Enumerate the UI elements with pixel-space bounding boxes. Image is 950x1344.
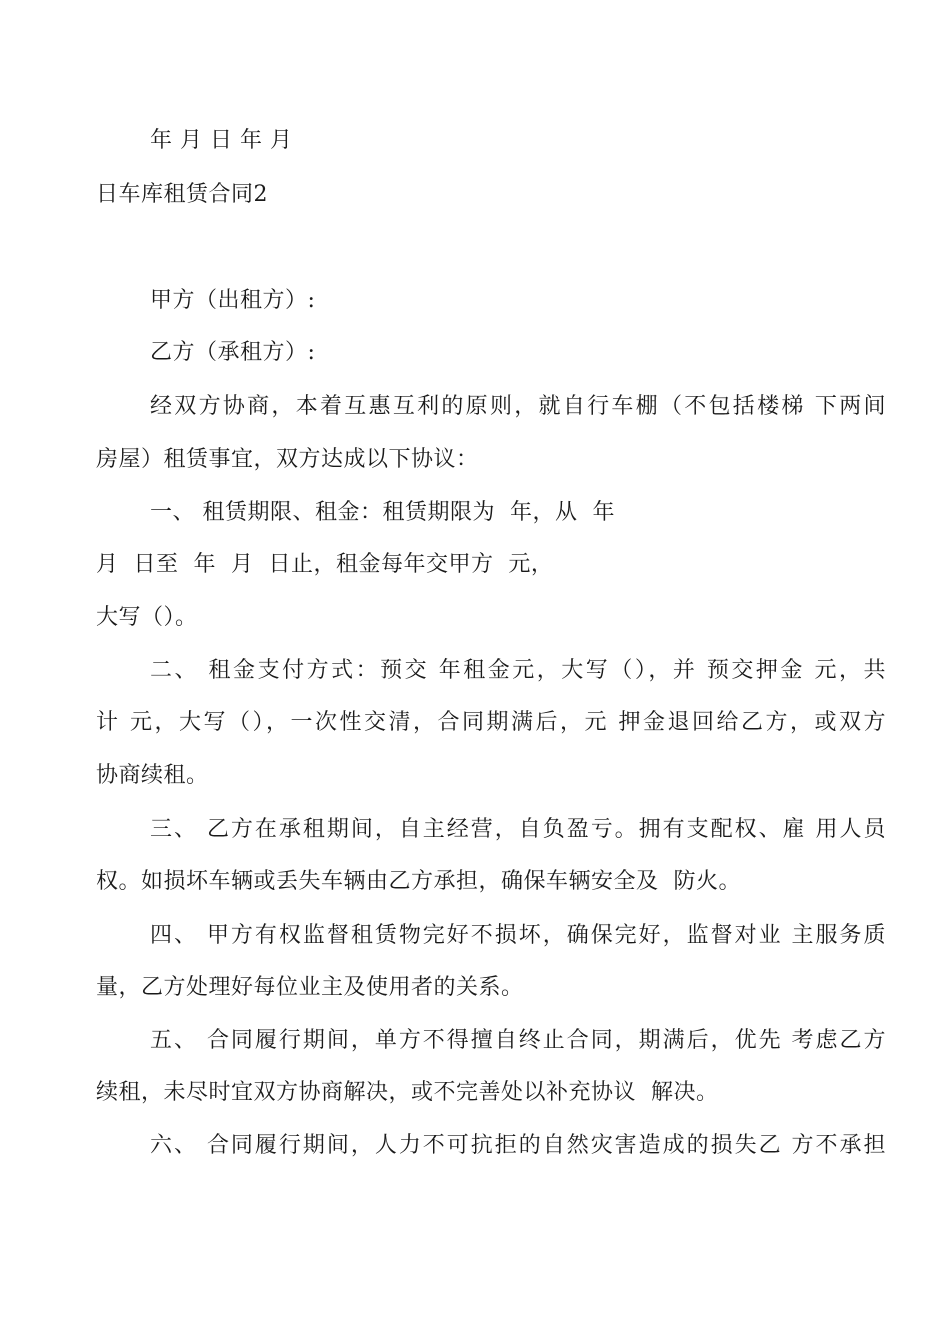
clause-3-line-2: 权。如损坏车辆或丢失车辆由乙方承担，确保车辆安全及 防火。: [96, 869, 741, 894]
clause-4-line-2: 量，乙方处理好每位业主及使用者的关系。: [96, 975, 524, 1000]
clause-6-line-1: 六、 合同履行期间，人力不可抗拒的自然灾害造成的损失乙 方不承担: [150, 1133, 886, 1158]
preamble-line-2: 房屋）租赁事宜，双方达成以下协议：: [96, 447, 479, 472]
party-a-label: 甲方（出租方）:: [150, 288, 316, 313]
clause-1-line-1: 一、 租赁期限、租金：租赁期限为 年，从 年: [150, 500, 615, 525]
contract-title: 日车库租赁合同2: [96, 182, 268, 207]
clause-5-line-2: 续租，未尽时宜双方协商解决，或不完善处以补充协议 解决。: [96, 1080, 719, 1105]
clause-2-line-2: 计 元，大写（），一次性交清，合同期满后，元 押金退回给乙方，或双方: [96, 710, 886, 735]
date-header-line: 年 月 日 年 月: [150, 128, 293, 153]
preamble-line-1: 经双方协商，本着互惠互利的原则，就自行车棚（不包括楼梯 下两间: [150, 394, 886, 419]
clause-5-line-1: 五、 合同履行期间，单方不得擅自终止合同，期满后，优先 考虑乙方: [150, 1028, 886, 1053]
clause-2-line-3: 协商续租。: [96, 763, 209, 788]
clause-1-line-3: 大写（）。: [96, 605, 198, 630]
clause-1-line-2: 月 日至 年 月 日止，租金每年交甲方 元，: [96, 552, 554, 577]
party-b-label: 乙方（承租方）:: [150, 340, 316, 365]
clause-3-line-1: 三、 乙方在承租期间，自主经营，自负盈亏。拥有支配权、雇 用人员: [150, 817, 886, 842]
clause-4-line-1: 四、 甲方有权监督租赁物完好不损坏，确保完好，监督对业 主服务质: [150, 923, 886, 948]
clause-2-line-1: 二、 租金支付方式：预交 年租金元，大写（），并 预交押金 元，共: [150, 658, 886, 683]
